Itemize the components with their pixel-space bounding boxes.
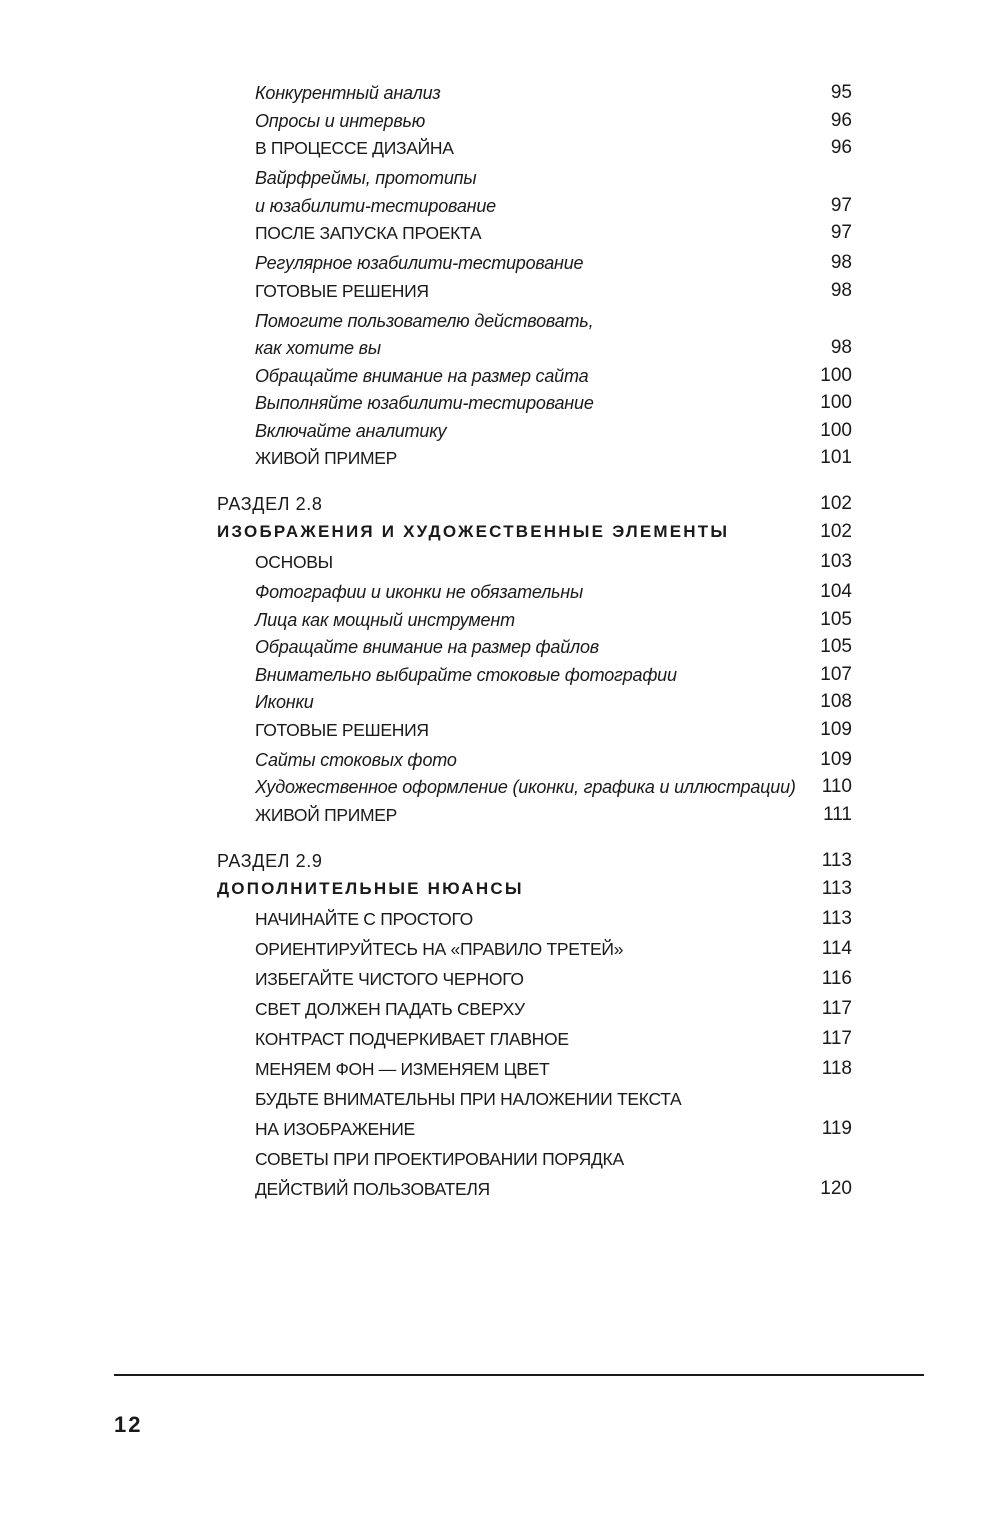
section-title-page-number: 102: [820, 521, 852, 542]
toc-entry[interactable]: [0, 934, 1000, 964]
toc-entry-title: ДЕЙСТВИЙ ПОЛЬЗОВАТЕЛЯ: [255, 1178, 490, 1199]
toc-entry-page: 104: [820, 581, 852, 602]
toc-entry-page: 118: [821, 1057, 852, 1079]
toc-entry-title: Обращайте внимание на размер файлов: [255, 637, 599, 657]
toc-entry-page: 108: [820, 691, 852, 712]
toc-entry[interactable]: [0, 715, 1000, 745]
toc-section-2-9: [0, 846, 1000, 1204]
section-title-text: ИЗОБРАЖЕНИЯ И ХУДОЖЕСТВЕННЫЕ ЭЛЕМЕНТЫ: [217, 522, 730, 541]
toc-entry-title: КОНТРАСТ ПОДЧЕРКИВАЕТ ГЛАВНОЕ: [255, 1028, 569, 1049]
toc-entry-title: Фотографии и иконки не обязательны: [255, 582, 584, 602]
toc-entry[interactable]: [0, 800, 1000, 830]
toc-entry-title: как хотите вы: [255, 338, 381, 358]
toc-entry-page: 97: [830, 222, 852, 243]
toc-entry-page: 105: [820, 608, 852, 630]
toc-entry-page: 96: [830, 109, 852, 131]
toc-entry[interactable]: [0, 443, 1000, 473]
toc-entry-title: МЕНЯЕМ ФОН — ИЗМЕНЯЕМ ЦВЕТ: [255, 1058, 550, 1079]
toc-entry-page: 111: [823, 803, 852, 825]
toc-entry-title: Внимательно выбирайте стоковые фотографии: [255, 664, 677, 685]
toc-entry-title: ЖИВОЙ ПРИМЕР: [255, 448, 398, 468]
table-of-contents: [0, 78, 1000, 1204]
toc-entry[interactable]: [0, 106, 1000, 134]
toc-entry-page: 100: [820, 392, 852, 413]
toc-entry-title: Лица как мощный инструмент: [255, 609, 515, 630]
toc-entry[interactable]: [0, 632, 1000, 660]
toc-entry[interactable]: [0, 78, 1000, 106]
toc-entry[interactable]: [0, 306, 1000, 334]
toc-entry-page: 116: [821, 967, 852, 989]
toc-entry-page: 109: [820, 718, 852, 740]
page-number: 12: [114, 1412, 143, 1437]
section-page-number: 113: [821, 849, 852, 871]
toc-entry-title: Конкурентный анализ: [255, 83, 441, 103]
toc-entry-page: 120: [820, 1177, 852, 1199]
toc-entry[interactable]: [0, 745, 1000, 773]
toc-entry-page: 98: [830, 252, 852, 273]
toc-entry-title: НАЧИНАЙТЕ С ПРОСТОГО: [255, 908, 473, 929]
toc-entry-title: В ПРОЦЕССЕ ДИЗАЙНА: [255, 138, 454, 158]
toc-entry[interactable]: [0, 577, 1000, 605]
toc-entry[interactable]: [0, 547, 1000, 577]
toc-entry[interactable]: [0, 994, 1000, 1024]
toc-entry[interactable]: [0, 276, 1000, 306]
toc-entry-page: 109: [820, 748, 852, 770]
toc-section-2-8: [0, 489, 1000, 830]
toc-entry[interactable]: [0, 772, 1000, 800]
toc-entry[interactable]: [0, 218, 1000, 248]
toc-entry-page: 96: [830, 137, 852, 158]
footer-rule: [114, 1374, 924, 1376]
toc-entry-page: 119: [821, 1117, 852, 1139]
toc-entry-page: 98: [830, 279, 852, 301]
toc-entry-title: ГОТОВЫЕ РЕШЕНИЯ: [255, 280, 429, 301]
toc-entry[interactable]: [0, 1174, 1000, 1204]
section-title[interactable]: [0, 517, 1000, 547]
section-heading[interactable]: [0, 489, 1000, 517]
toc-entry-title: ГОТОВЫЕ РЕШЕНИЯ: [255, 719, 429, 740]
toc-entry-title: Опросы и интервью: [255, 110, 426, 131]
toc-entry[interactable]: [0, 416, 1000, 444]
toc-entry[interactable]: [0, 361, 1000, 389]
toc-entry-page: 100: [820, 364, 852, 386]
toc-entry[interactable]: [0, 1024, 1000, 1054]
section-entries: [0, 904, 1000, 1204]
toc-entry-page: 113: [821, 907, 852, 929]
toc-entry-title: Иконки: [255, 692, 314, 712]
toc-entry-title: ПОСЛЕ ЗАПУСКА ПРОЕКТА: [255, 223, 482, 243]
section-title-page-number: 113: [821, 877, 852, 899]
toc-entry-page: 114: [821, 937, 852, 959]
toc-entry-page: 100: [820, 419, 852, 441]
section-page-number: 102: [820, 493, 852, 514]
toc-entry-page: 101: [820, 447, 852, 468]
toc-entry[interactable]: [0, 1114, 1000, 1144]
toc-entry[interactable]: [0, 964, 1000, 994]
toc-entry-title: ИЗБЕГАЙТЕ ЧИСТОГО ЧЕРНОГО: [255, 968, 524, 989]
toc-entry-title: СВЕТ ДОЛЖЕН ПАДАТЬ СВЕРХУ: [255, 998, 525, 1019]
toc-entry-page: 97: [830, 194, 852, 216]
section-gap: [0, 830, 1000, 846]
section-entries: [0, 547, 1000, 830]
toc-entry[interactable]: [0, 1084, 1000, 1114]
toc-entry-title: Выполняйте юзабилити-тестирование: [255, 393, 594, 413]
toc-block-section-2-7-continued: [0, 78, 1000, 473]
toc-entry-title: Сайты стоковых фото: [255, 749, 457, 770]
toc-entry-title: Регулярное юзабилити-тестирование: [255, 253, 584, 273]
toc-entry-page: 117: [821, 997, 852, 1019]
toc-entry-title: ЖИВОЙ ПРИМЕР: [255, 804, 398, 825]
toc-entry-page: 98: [830, 337, 852, 358]
toc-entry[interactable]: [0, 1144, 1000, 1174]
toc-entry-title: ОСНОВЫ: [255, 552, 333, 572]
section-label: РАЗДЕЛ 2.8: [217, 494, 323, 514]
toc-entry[interactable]: [0, 163, 1000, 191]
section-title-text: ДОПОЛНИТЕЛЬНЫЕ НЮАНСЫ: [217, 878, 524, 898]
toc-entry[interactable]: [0, 1054, 1000, 1084]
toc-entry-title: НА ИЗОБРАЖЕНИЕ: [255, 1118, 415, 1139]
toc-entry[interactable]: [0, 605, 1000, 633]
toc-entry[interactable]: [0, 687, 1000, 715]
section-heading[interactable]: [0, 846, 1000, 874]
toc-entry-title: Включайте аналитику: [255, 420, 447, 441]
section-title[interactable]: [0, 874, 1000, 904]
toc-entry-title: Обращайте внимание на размер сайта: [255, 365, 589, 386]
toc-entry-title: ОРИЕНТИРУЙТЕСЬ НА «ПРАВИЛО ТРЕТЕЙ»: [255, 938, 624, 959]
toc-entry[interactable]: [0, 904, 1000, 934]
toc-entry[interactable]: [0, 133, 1000, 163]
toc-entry[interactable]: [0, 660, 1000, 688]
section-label: РАЗДЕЛ 2.9: [217, 850, 323, 871]
toc-entry-title: Помогите пользователю действовать,: [255, 310, 594, 331]
toc-entry[interactable]: [0, 248, 1000, 276]
section-gap: [0, 473, 1000, 489]
toc-entry-page: 107: [820, 663, 852, 685]
toc-entry-page: 105: [820, 636, 852, 657]
toc-entry-page: 117: [821, 1027, 852, 1049]
toc-entry-page: 110: [821, 776, 852, 797]
toc-entry-title: Вайрфреймы, прототипы: [255, 168, 477, 188]
toc-entry-page: 95: [830, 82, 852, 103]
toc-entry-page: 103: [820, 551, 852, 572]
toc-entry-title: Художественное оформление (иконки, графика и иллюстрации): [255, 777, 796, 797]
toc-entry[interactable]: [0, 333, 1000, 361]
toc-entry[interactable]: [0, 191, 1000, 219]
toc-entry[interactable]: [0, 388, 1000, 416]
toc-entry-title: и юзабилити-тестирование: [255, 195, 496, 216]
toc-entry-title: БУДЬТЕ ВНИМАТЕЛЬНЫ ПРИ НАЛОЖЕНИИ ТЕКСТА: [255, 1088, 682, 1109]
toc-entry-title: СОВЕТЫ ПРИ ПРОЕКТИРОВАНИИ ПОРЯДКА: [255, 1148, 624, 1169]
